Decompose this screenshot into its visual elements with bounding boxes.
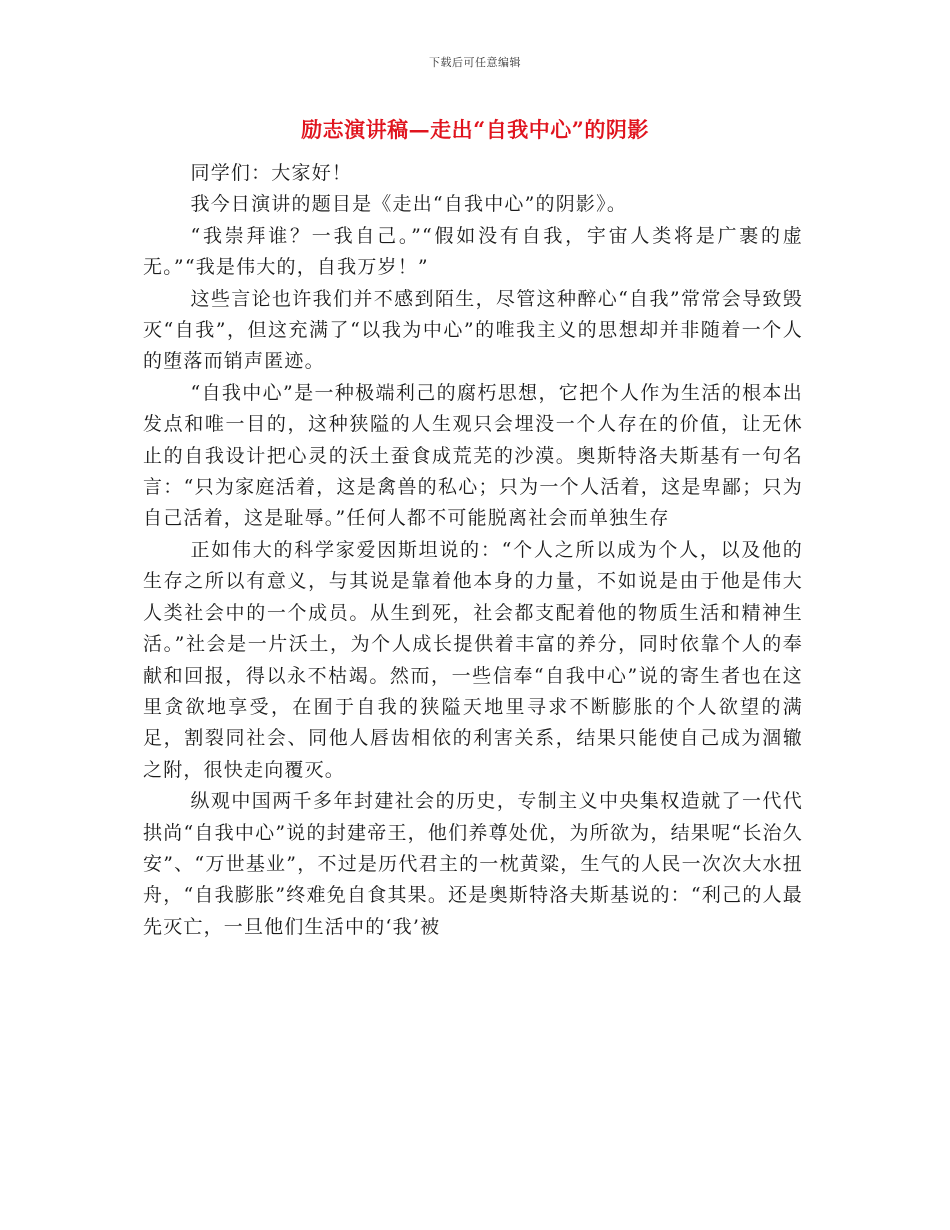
- paragraph-topic: 我今日演讲的题目是《走出“自我中心”的阴影》。: [190, 193, 628, 216]
- page-header-note: 下载后可任意编辑: [429, 56, 521, 69]
- paragraph-body: 纵观中国两千多年封建社会的历史，专制主义中央集权造就了一代代拱尚“自我中心”说的封建帝王，他们养尊处优，为所欲为，结果呢“长治久安”、“万世基业”，不过是历代君主的一枕黄粱，生气的人民一次次大水扭舟，“自我膨胀”终难免自食其果。还是奥斯特洛夫斯基说的：“利己的人最先灭亡，一旦他们生活中的‘我’被: [143, 790, 803, 938]
- document-title: 励志演讲稿—走出“自我中心”的阴影: [301, 117, 649, 142]
- paragraph-body: 这些言论也许我们并不感到陌生，尽管这种醉心“自我”常常会导致毁灭“自我”，但这充满了“以我为中心”的唯我主义的思想却并非随着一个人的堕落而销声匿迹。: [143, 287, 803, 373]
- paragraph-body: 正如伟大的科学家爱因斯坦说的：“个人之所以成为个人，以及他的生存之所以有意义，与其说是靠着他本身的力量，不如说是由于他是伟大人类社会中的一个成员。从生到死，社会都支配着他的物质生活和精神生活。”社会是一片沃土，为个人成长提供着丰富的养分，同时依靠个人的奉献和回报，得以永不枯竭。然而，一些信奉“自我中心”说的寄生者也在这里贪欲地享受，在囿于自我的狭隘天地里寻求不断膨胀的个人欲望的满足，割裂同社会、同他人唇齿相依的利害关系，结果只能使自己成为涸辙之附，很快走向覆灭。: [143, 538, 803, 781]
- paragraph-greeting: 同学们：大家好！: [190, 162, 353, 184]
- document-body: [143, 158, 803, 943]
- paragraph-quotes: “我崇拜谁？一我自己。”“假如没有自我，宇宙人类将是广裹的虚无。”“我是伟大的，自我万岁！”: [143, 224, 803, 279]
- paragraph-body: “自我中心”是一种极端利己的腐朽思想，它把个人作为生活的根本出发点和唯一目的，这种狭隘的人生观只会埋没一个人存在的价值，让无休止的自我设计把心灵的沃土蚕食成荒芜的沙漠。奥斯特洛夫斯基有一句名言：“只为家庭活着，这是禽兽的私心；只为一个人活着，这是卑鄙；只为自己活着，这是耻辱。”任何人都不可能脱离社会而单独生存: [143, 381, 803, 530]
